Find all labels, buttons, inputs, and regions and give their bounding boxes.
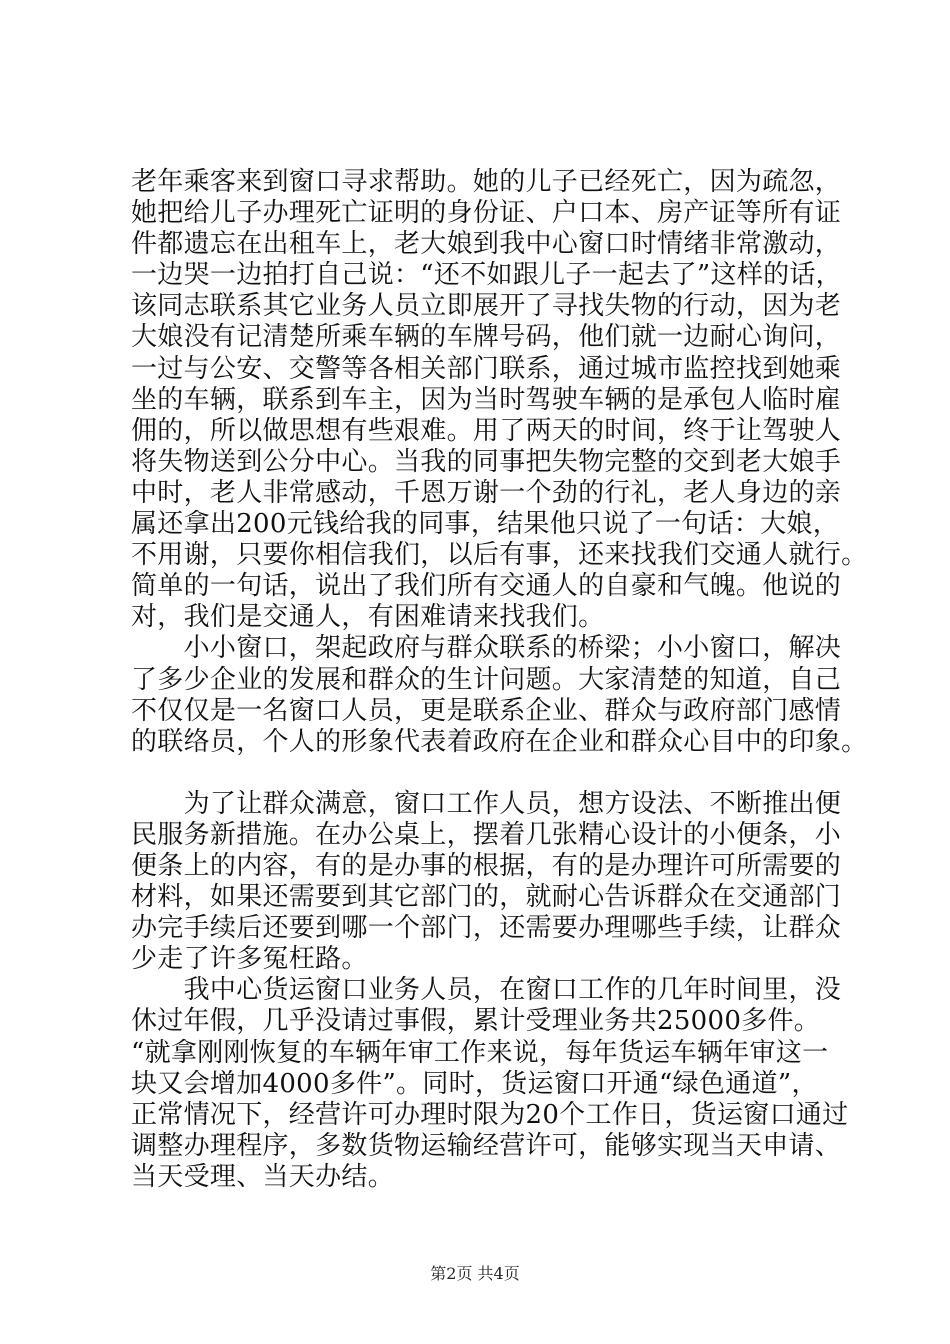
text-line: 一边哭一边拍打自己说：“还不如跟儿子一起去了”这样的话， xyxy=(131,260,842,291)
page-footer: 第2页 共4页 xyxy=(430,1264,520,1283)
text-line: 我中心货运窗口业务人员，在窗口工作的几年时间里，没 xyxy=(131,975,842,1006)
text-line: 休过年假，几乎没请过事假，累计受理业务共25000多件。 xyxy=(131,1006,821,1037)
body-text xyxy=(131,167,868,1193)
text-line: 正常情况下，经营许可办理时限为20个工作日，货运窗口通过 xyxy=(131,1099,849,1130)
text-line: 办完手续后还要到哪一个部门，还需要办理哪些手续，让群众 xyxy=(131,913,842,944)
blank-line xyxy=(131,758,831,789)
text-line: 对，我们是交通人，有困难请来找我们。 xyxy=(131,602,605,633)
text-line: 了多少企业的发展和群众的生计问题。大家清楚的知道，自己 xyxy=(131,664,842,695)
text-line: 民服务新措施。在办公桌上，摆着几张精心设计的小便条，小 xyxy=(131,819,842,850)
text-line: 为了让群众满意，窗口工作人员，想方设法、不断推出便 xyxy=(131,788,842,819)
text-line: 不仅仅是一名窗口人员，更是联系企业、群众与政府部门感情 xyxy=(131,695,842,726)
text-line: 件都遗忘在出租车上，老大娘到我中心窗口时情绪非常激动， xyxy=(131,229,842,260)
text-line: 大娘没有记清楚所乘车辆的车牌号码，他们就一边耐心询问， xyxy=(131,322,842,353)
text-line: 当天受理、当天办结。 xyxy=(131,1161,395,1192)
text-line: 的联络员，个人的形象代表着政府在企业和群众心目中的印象。 xyxy=(131,726,868,757)
text-line: 小小窗口，架起政府与群众联系的桥梁；小小窗口，解决 xyxy=(131,633,842,664)
text-line: 将失物送到公分中心。当我的同事把失物完整的交到老大娘手 xyxy=(131,446,842,477)
text-line: 中时，老人非常感动，千恩万谢一个劲的行礼，老人身边的亲 xyxy=(131,477,842,508)
text-line: 属还拿出200元钱给我的同事，结果他只说了一句话：大娘， xyxy=(131,509,840,540)
text-line: 该同志联系其它业务人员立即展开了寻找失物的行动，因为老 xyxy=(131,291,842,322)
text-line: 少走了许多冤枉路。 xyxy=(131,944,368,975)
text-line: 不用谢，只要你相信我们，以后有事，还来找我们交通人就行。 xyxy=(131,540,868,571)
text-line: 便条上的内容，有的是办事的根据，有的是办理许可所需要的 xyxy=(131,850,842,881)
text-line: 调整办理程序，多数货物运输经营许可，能够实现当天申请、 xyxy=(131,1130,842,1161)
text-line: 佣的，所以做思想有些艰难。用了两天的时间，终于让驾驶人 xyxy=(131,415,842,446)
text-line: “就拿刚刚恢复的车辆年审工作来说，每年货运车辆年审这一 xyxy=(131,1037,829,1068)
text-line: 坐的车辆，联系到车主，因为当时驾驶车辆的是承包人临时雇 xyxy=(131,384,842,415)
text-line: 一过与公安、交警等各相关部门联系，通过城市监控找到她乘 xyxy=(131,353,842,384)
text-line: 老年乘客来到窗口寻求帮助。她的儿子已经死亡，因为疏忽， xyxy=(131,167,842,197)
text-line: 材料，如果还需要到其它部门的，就耐心告诉群众在交通部门 xyxy=(131,882,842,913)
text-line: 块又会增加4000多件”。同时，货运窗口开通“绿色通道”， xyxy=(131,1068,818,1099)
text-line: 简单的一句话，说出了我们所有交通人的自豪和气魄。他说的 xyxy=(131,571,842,602)
text-line: 她把给儿子办理死亡证明的身份证、户口本、房产证等所有证 xyxy=(131,198,842,229)
